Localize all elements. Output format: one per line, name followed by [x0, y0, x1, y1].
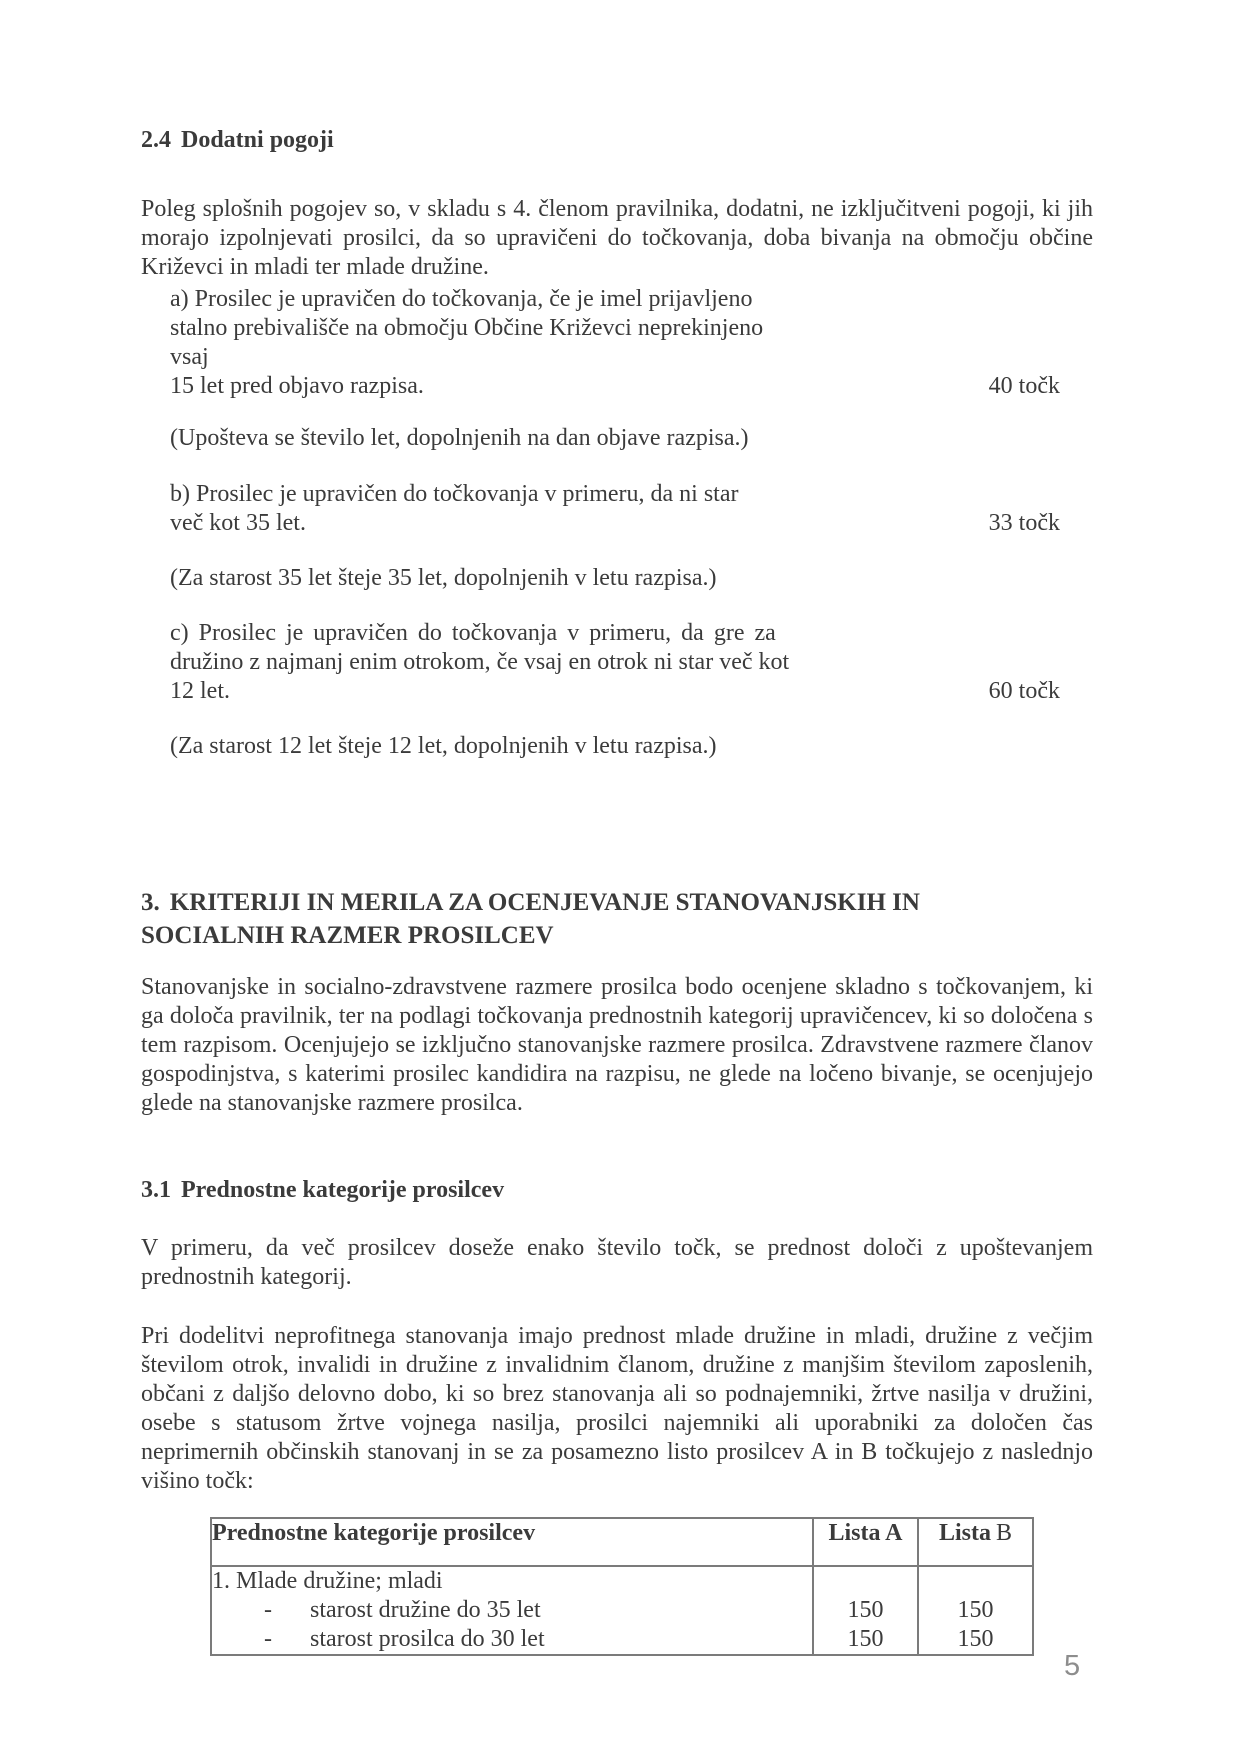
criterion-a [170, 285, 1100, 401]
page-number: 5 [1064, 1650, 1081, 1682]
table-header-lista-b [918, 1518, 1033, 1566]
section-2-4-title: Dodatni pogoji [181, 127, 334, 153]
section-3-title-line2: SOCIALNIH RAZMER PROSILCEV [141, 922, 554, 949]
criterion-b [170, 480, 1100, 538]
value-spacer [814, 1567, 917, 1596]
intro-paragraph: Poleg splošnih pogojev so, v skladu s 4. členom pravilnika, dodatni, ne izključitveni pogoji, ki jih morajo izpolnjevati prosilci, da so upravičeni do točkovanja, doba bivanja na območju občine Križevci in mladi ter mlade družine. [141, 196, 1093, 280]
table-header-categories: Prednostne kategorije prosilcev [211, 1518, 813, 1566]
subrow-label: starost družine do 35 let [310, 1597, 541, 1623]
category-title: 1. Mlade družine; mladi [212, 1568, 443, 1594]
section-3-paragraph: Stanovanjske in socialno-zdravstvene razmere prosilca bodo ocenjene skladno s točkovanjem, ki ga določa pravilnik, ter na podlagi točkovanja prednostnih kategorij upravičencev, ki so določena s tem razpisom. Ocenjujejo se izključno stanovanjske razmere prosilca. Zdravstvene razmere članov gospodinjstva, s katerimi prosilec kandidira na razpisu, ne glede na ločeno bivanje, se ocenjujejo glede na stanovanjske razmere prosilca. [141, 974, 1093, 1116]
criterion-a-line: stalno prebivališče na območju Občine Križevci neprekinjeno [170, 315, 764, 341]
dash-bullet: - [264, 1626, 272, 1652]
table-header-lista-b-regular: B [996, 1520, 1013, 1546]
table-cell-lista-a [813, 1566, 918, 1655]
criterion-c [170, 619, 1100, 706]
value-spacer [919, 1567, 1032, 1596]
category-subrow [212, 1625, 812, 1654]
priority-paragraph-1: V primeru, da več prosilcev doseže enako število točk, se prednost določi z upoštevanjem prednostnih kategorij. [141, 1235, 1093, 1290]
table-header-row [211, 1518, 1033, 1566]
criterion-c-line: c) Prosilec je upravičen do točkovanja v primeru, da gre za [170, 620, 776, 646]
priority-categories-table [210, 1517, 1034, 1656]
criterion-c-points: 60 točk [988, 678, 1060, 704]
section-3-title-line1: KRITERIJI IN MERILA ZA OCENJEVANJE STANOVANJSKIH IN [169, 889, 920, 916]
criterion-b-note: (Za starost 35 let šteje 35 let, dopolnjenih v letu razpisa.) [170, 565, 717, 591]
criterion-c-line: družino z najmanj enim otrokom, če vsaj en otrok ni star več kot [170, 649, 790, 675]
lista-b-value: 150 [957, 1597, 994, 1623]
criterion-b-points: 33 točk [988, 510, 1060, 536]
criterion-a-last-line: 15 let pred objavo razpisa. [170, 373, 424, 399]
dash-bullet: - [264, 1597, 272, 1623]
criterion-a-line: a) Prosilec je upravičen do točkovanja, če je imel prijavljeno [170, 286, 753, 312]
section-3-number: 3. [141, 889, 160, 916]
section-3-1-heading [141, 1176, 504, 1205]
criterion-a-line: vsaj [170, 344, 209, 370]
criterion-b-last-line: več kot 35 let. [170, 510, 306, 536]
subrow-label: starost prosilca do 30 let [310, 1626, 545, 1652]
lista-a-value: 150 [847, 1597, 884, 1623]
table-header-lista-b-bold: Lista [938, 1520, 991, 1546]
section-3-heading [141, 886, 920, 952]
priority-paragraph-2: Pri dodelitvi neprofitnega stanovanja imajo prednost mlade družine in mladi, družine z večjim številom otrok, invalidi in družine z invalidnim članom, družine z manjšim številom zaposlenih, občani z daljšo delovno dobo, ki so brez stanovanja ali so podnajemniki, žrtve nasilja v družini, osebe s statusom žrtve vojnega nasilja, prosilci najemniki ali uporabniki za določen čas neprimernih občinskih stanovanj in se za posamezno listo prosilcev A in B točkujejo z naslednjo višino točk: [141, 1323, 1093, 1494]
criterion-a-points: 40 točk [988, 373, 1060, 399]
lista-b-value: 150 [957, 1626, 994, 1652]
section-2-4-heading [141, 126, 334, 155]
criterion-a-note: (Upošteva se število let, dopolnjenih na dan objave razpisa.) [170, 425, 749, 451]
table-cell-categories [211, 1566, 813, 1655]
section-2-4-number: 2.4 [141, 127, 171, 153]
criterion-c-last-line: 12 let. [170, 678, 230, 704]
table-row [211, 1566, 1033, 1655]
table-cell-lista-b [918, 1566, 1033, 1655]
criterion-c-note: (Za starost 12 let šteje 12 let, dopolnjenih v letu razpisa.) [170, 733, 717, 759]
section-3-1-title: Prednostne kategorije prosilcev [181, 1177, 505, 1203]
lista-a-value: 150 [847, 1626, 884, 1652]
table-header-lista-a: Lista A [813, 1518, 918, 1566]
criterion-b-line: b) Prosilec je upravičen do točkovanja v primeru, da ni star [170, 481, 739, 507]
section-3-1-number: 3.1 [141, 1177, 171, 1203]
category-subrow [212, 1596, 812, 1625]
